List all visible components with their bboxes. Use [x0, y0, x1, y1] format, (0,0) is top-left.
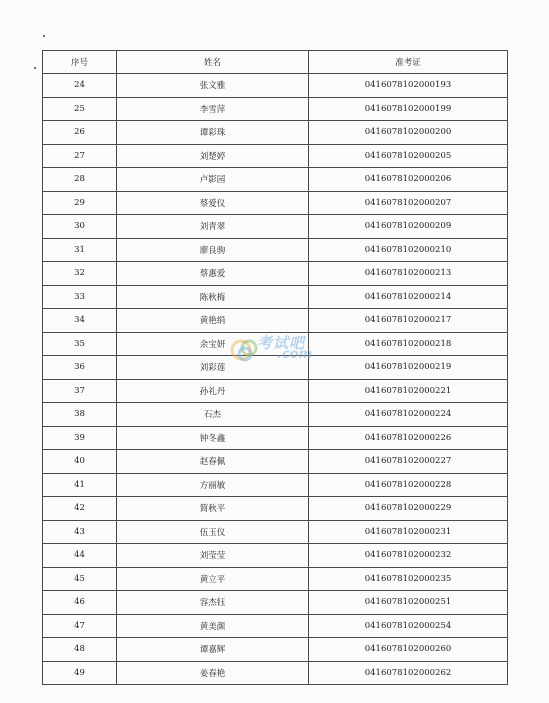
cell-ticket: 0416078102000214: [309, 285, 508, 309]
cell-ticket: 0416078102000227: [309, 450, 508, 474]
cell-name: 刘青翠: [117, 215, 309, 239]
cell-ticket: 0416078102000229: [309, 497, 508, 521]
cell-seq: 49: [43, 661, 117, 685]
table-row: [43, 638, 508, 662]
table-row: [43, 285, 508, 309]
cell-ticket: 0416078102000200: [309, 121, 508, 145]
watermark-subtext: .com: [277, 347, 313, 362]
cell-seq: 31: [43, 238, 117, 262]
cell-ticket: 0416078102000232: [309, 544, 508, 568]
cell-ticket: 0416078102000206: [309, 168, 508, 192]
cell-ticket: 0416078102000205: [309, 144, 508, 168]
table-row: [43, 215, 508, 239]
table-row: [43, 356, 508, 380]
cell-seq: 39: [43, 426, 117, 450]
table-row: [43, 97, 508, 121]
cell-ticket: 0416078102000221: [309, 379, 508, 403]
cell-name: 刘楚婷: [117, 144, 309, 168]
cell-name: 钟冬鑫: [117, 426, 309, 450]
cell-ticket: 0416078102000260: [309, 638, 508, 662]
cell-seq: 46: [43, 591, 117, 615]
watermark-text: 考试吧: [257, 334, 306, 352]
cell-name: 余宝妍: [117, 332, 309, 356]
candidate-table: [42, 50, 508, 685]
table-row: [43, 121, 508, 145]
cell-name: 李雪萍: [117, 97, 309, 121]
cell-ticket: 0416078102000224: [309, 403, 508, 427]
cell-name: 张文雅: [117, 74, 309, 98]
cell-ticket: 0416078102000251: [309, 591, 508, 615]
cell-seq: 35: [43, 332, 117, 356]
cell-ticket: 0416078102000193: [309, 74, 508, 98]
cell-ticket: 0416078102000210: [309, 238, 508, 262]
cell-seq: 38: [43, 403, 117, 427]
table-row: [43, 520, 508, 544]
cell-name: 黄立平: [117, 567, 309, 591]
cell-ticket: 0416078102000228: [309, 473, 508, 497]
cell-name: 蔡爱仪: [117, 191, 309, 215]
table-row: [43, 379, 508, 403]
cell-name: 伍玉仪: [117, 520, 309, 544]
cell-seq: 34: [43, 309, 117, 333]
cell-ticket: 0416078102000217: [309, 309, 508, 333]
cell-name: 孙礼丹: [117, 379, 309, 403]
cell-seq: 41: [43, 473, 117, 497]
cell-seq: 24: [43, 74, 117, 98]
cell-seq: 36: [43, 356, 117, 380]
cell-seq: 47: [43, 614, 117, 638]
cell-ticket: 0416078102000218: [309, 332, 508, 356]
cell-name: 容杰钰: [117, 591, 309, 615]
cell-ticket: 0416078102000207: [309, 191, 508, 215]
table-header-row: [43, 51, 508, 74]
table-row: [43, 497, 508, 521]
cell-ticket: 0416078102000262: [309, 661, 508, 685]
scan-dot: [43, 35, 45, 37]
table-row: [43, 661, 508, 685]
cell-ticket: 0416078102000231: [309, 520, 508, 544]
cell-seq: 43: [43, 520, 117, 544]
table-row: [43, 567, 508, 591]
table-row: [43, 450, 508, 474]
cell-name: 黄美颜: [117, 614, 309, 638]
cell-name: 黄艳绢: [117, 309, 309, 333]
header-seq: 序号: [43, 51, 117, 74]
cell-ticket: 0416078102000226: [309, 426, 508, 450]
cell-ticket: 0416078102000254: [309, 614, 508, 638]
cell-seq: 25: [43, 97, 117, 121]
cell-ticket: 0416078102000219: [309, 356, 508, 380]
table-row: [43, 544, 508, 568]
table-row: [43, 426, 508, 450]
cell-ticket: 0416078102000209: [309, 215, 508, 239]
cell-seq: 33: [43, 285, 117, 309]
cell-seq: 30: [43, 215, 117, 239]
table-row: [43, 238, 508, 262]
cell-seq: 27: [43, 144, 117, 168]
cell-name: 卢影园: [117, 168, 309, 192]
table-row: [43, 74, 508, 98]
cell-name: 谭嘉辉: [117, 638, 309, 662]
table-row: [43, 262, 508, 286]
cell-seq: 48: [43, 638, 117, 662]
cell-name: 赵春佩: [117, 450, 309, 474]
table-body: [43, 74, 508, 685]
cell-name: 陈秋梅: [117, 285, 309, 309]
cell-ticket: 0416078102000235: [309, 567, 508, 591]
table-row: [43, 403, 508, 427]
cell-seq: 29: [43, 191, 117, 215]
cell-name: 廖良驹: [117, 238, 309, 262]
cell-name: 姜春艳: [117, 661, 309, 685]
table-row: [43, 168, 508, 192]
cell-name: 简秋平: [117, 497, 309, 521]
table-row: [43, 614, 508, 638]
cell-ticket: 0416078102000199: [309, 97, 508, 121]
cell-seq: 44: [43, 544, 117, 568]
table-row: [43, 591, 508, 615]
cell-ticket: 0416078102000213: [309, 262, 508, 286]
cell-seq: 40: [43, 450, 117, 474]
cell-seq: 32: [43, 262, 117, 286]
cell-name: 谭彩珠: [117, 121, 309, 145]
header-name: 姓名: [117, 51, 309, 74]
cell-name: 刘莹莹: [117, 544, 309, 568]
cell-seq: 42: [43, 497, 117, 521]
cell-name: 刘彩莲: [117, 356, 309, 380]
table-row: [43, 191, 508, 215]
cell-name: 石杰: [117, 403, 309, 427]
cell-seq: 26: [43, 121, 117, 145]
scan-dot: [34, 67, 36, 69]
table-row: [43, 309, 508, 333]
table-row: [43, 332, 508, 356]
cell-name: 蔡惠爱: [117, 262, 309, 286]
table-row: [43, 473, 508, 497]
table-row: [43, 144, 508, 168]
cell-seq: 37: [43, 379, 117, 403]
cell-seq: 28: [43, 168, 117, 192]
cell-seq: 45: [43, 567, 117, 591]
cell-name: 方丽敏: [117, 473, 309, 497]
header-ticket: 准考证: [309, 51, 508, 74]
